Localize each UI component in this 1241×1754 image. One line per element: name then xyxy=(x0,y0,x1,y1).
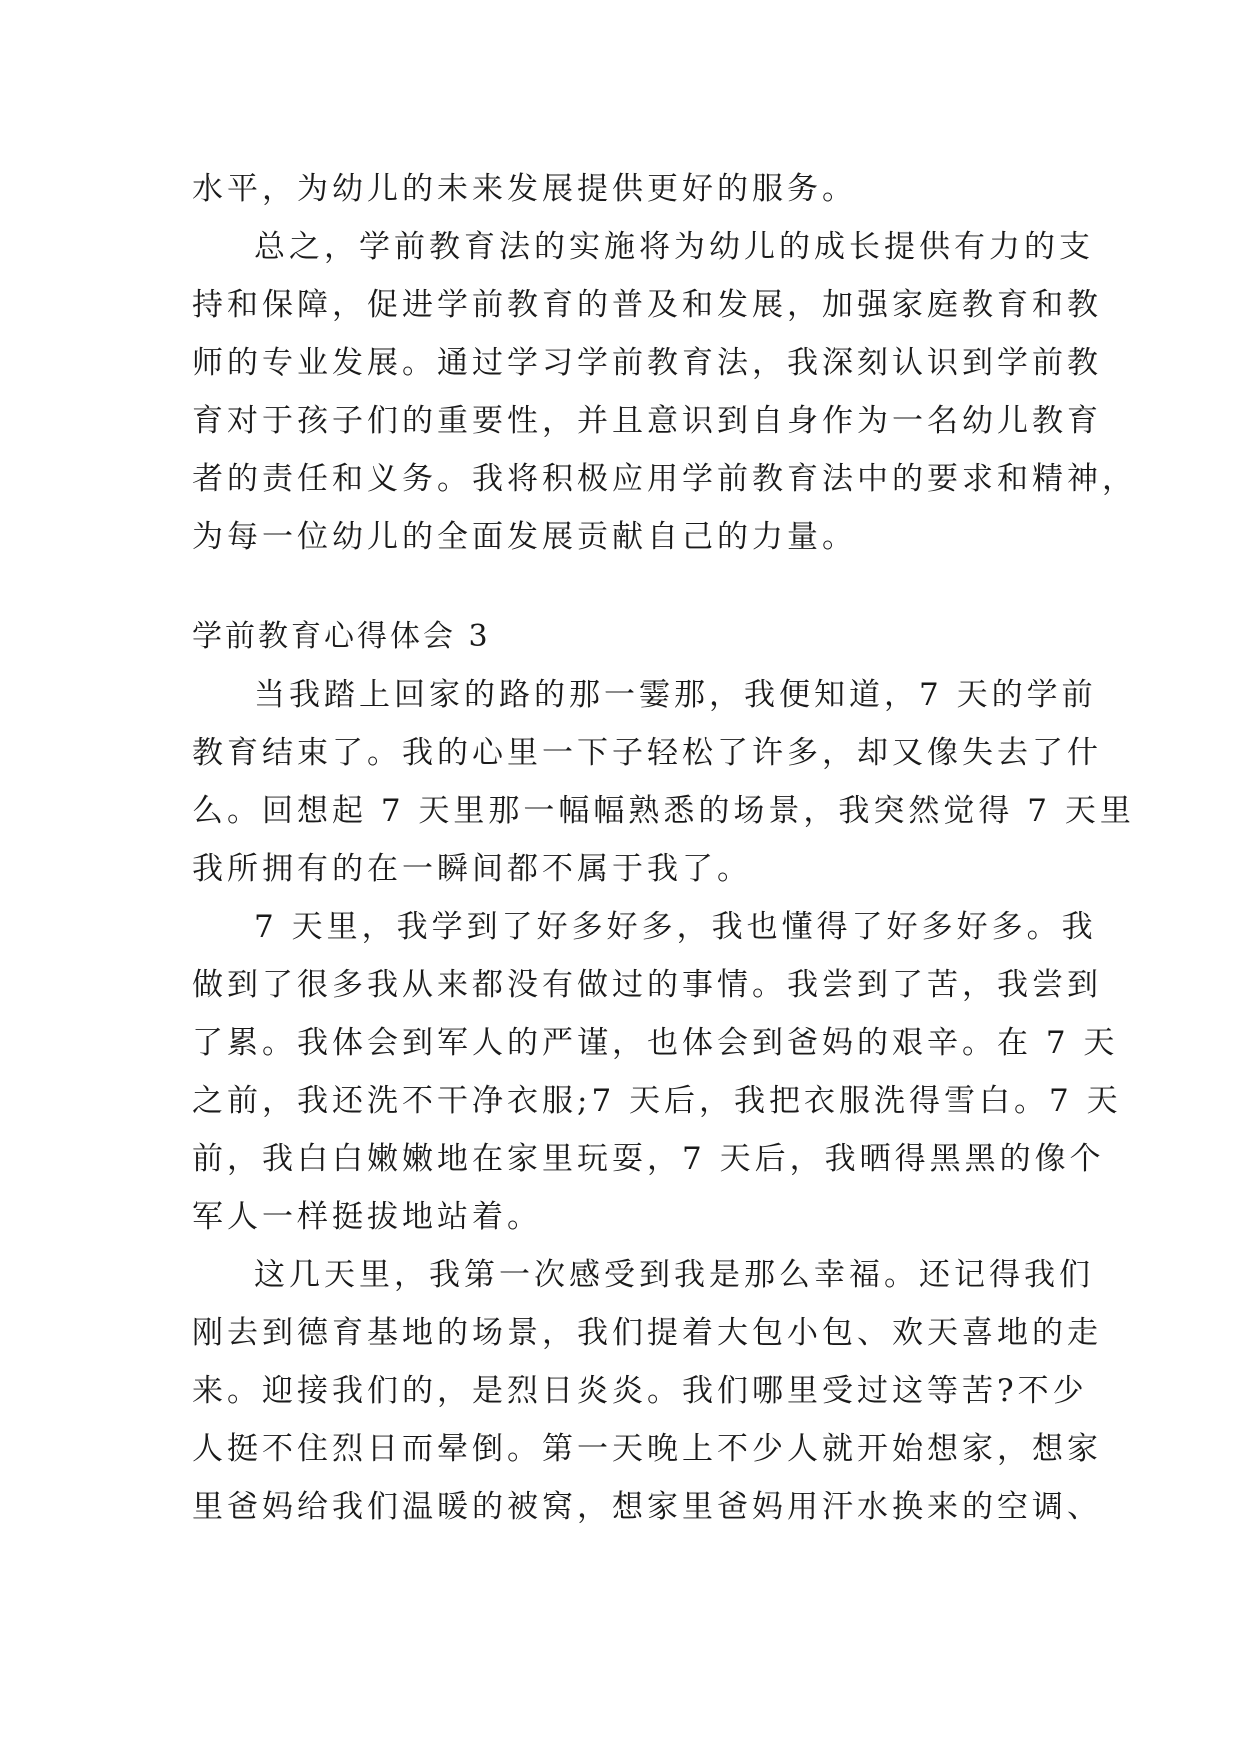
paragraph-line: 当我踏上回家的路的那一霎那，我便知道，7 天的学前 xyxy=(254,677,1097,713)
paragraph-line: 来。迎接我们的，是烈日炎炎。我们哪里受过这等苦?不少 xyxy=(192,1373,1088,1409)
paragraph-line: 军人一样挺拔地站着。 xyxy=(192,1199,542,1235)
paragraph-line: 水平，为幼儿的未来发展提供更好的服务。 xyxy=(192,171,857,207)
paragraph-line: 人挺不住烈日而晕倒。第一天晚上不少人就开始想家，想家 xyxy=(192,1431,1102,1467)
paragraph-line: 为每一位幼儿的全面发展贡献自己的力量。 xyxy=(192,519,857,555)
paragraph-line: 刚去到德育基地的场景，我们提着大包小包、欢天喜地的走 xyxy=(192,1315,1102,1351)
paragraph-line: 里爸妈给我们温暖的被窝，想家里爸妈用汗水换来的空调、 xyxy=(192,1489,1102,1525)
paragraph-line: 么。回想起 7 天里那一幅幅熟悉的场景，我突然觉得 7 天里 xyxy=(192,793,1135,829)
paragraph-line: 我所拥有的在一瞬间都不属于我了。 xyxy=(192,851,752,887)
paragraph-line: 做到了很多我从来都没有做过的事情。我尝到了苦，我尝到 xyxy=(192,967,1102,1003)
paragraph-line: 了累。我体会到军人的严谨，也体会到爸妈的艰辛。在 7 天 xyxy=(192,1025,1119,1061)
paragraph-line: 之前，我还洗不干净衣服;7 天后，我把衣服洗得雪白。7 天 xyxy=(192,1083,1122,1119)
paragraph-line: 教育结束了。我的心里一下子轻松了许多，却又像失去了什 xyxy=(192,735,1102,771)
paragraph-line: 育对于孩子们的重要性，并且意识到自身作为一名幼儿教育 xyxy=(192,403,1102,439)
paragraph-line: 7 天里，我学到了好多好多，我也懂得了好多好多。我 xyxy=(254,909,1097,945)
paragraph-line: 前，我白白嫩嫩地在家里玩耍，7 天后，我晒得黑黑的像个 xyxy=(192,1141,1105,1177)
paragraph-line: 总之，学前教育法的实施将为幼儿的成长提供有力的支 xyxy=(254,229,1094,265)
paragraph-line: 这几天里，我第一次感受到我是那么幸福。还记得我们 xyxy=(254,1257,1094,1293)
paragraph-line: 持和保障，促进学前教育的普及和发展，加强家庭教育和教 xyxy=(192,287,1102,323)
paragraph-line: 者的责任和义务。我将积极应用学前教育法中的要求和精神， xyxy=(192,461,1137,497)
paragraph-line: 师的专业发展。通过学习学前教育法，我深刻认识到学前教 xyxy=(192,345,1102,381)
section-gap xyxy=(192,566,1072,608)
document-body xyxy=(192,160,1137,1536)
section-heading: 学前教育心得体会 3 xyxy=(192,619,491,654)
